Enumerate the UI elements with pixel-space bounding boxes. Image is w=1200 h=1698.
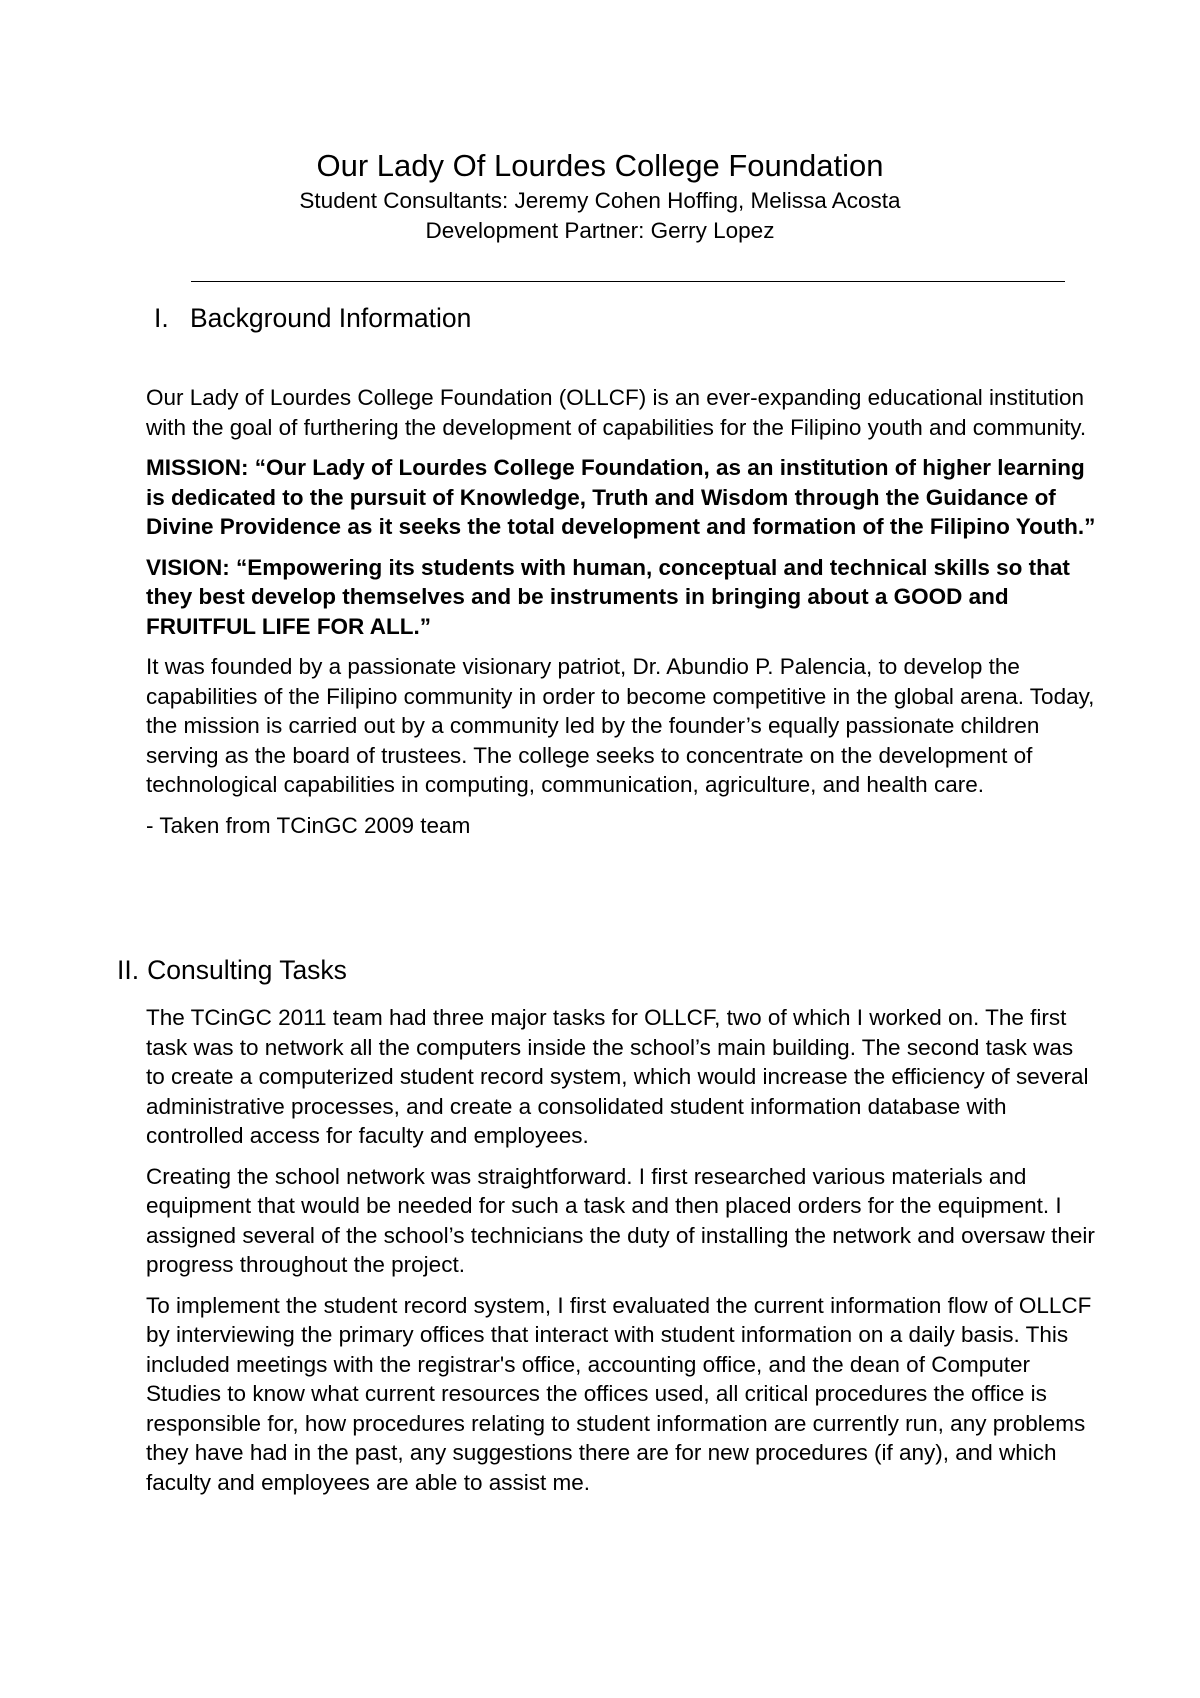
section-number: I.: [154, 303, 169, 333]
mission-statement: MISSION: “Our Lady of Lourdes College Foundation, as an institution of higher learning is dedicated to the pursuit of Knowledge, Truth and Wisdom through the Guidance of Divine Providence as it seeks the total development and formation of the Filipino Youth.”: [146, 455, 1096, 539]
vision-statement: VISION: “Empowering its students with human, conceptual and technical skills so that they best develop themselves and be instruments in bringing about a GOOD and FRUITFUL LIFE FOR ALL.”: [146, 554, 1070, 639]
section-heading-background: [154, 301, 471, 335]
document-header: [0, 146, 1200, 246]
header-divider: [191, 281, 1065, 282]
section-title: Background Information: [190, 303, 472, 333]
network-paragraph: Creating the school network was straightforward. I first researched various materials and equipment that would be needed for such a task and then placed orders for the equipment. I assigned several of the school’s technicians the duty of installing the network and oversaw their progress throughout the project.: [146, 1163, 1095, 1277]
section-body-background: [146, 383, 1096, 840]
history-paragraph: It was founded by a passionate visionary patriot, Dr. Abundio P. Palencia, to develop the capabilities of the Filipino community in order to become competitive in the global arena. Today, the mission is carried out by a community led by the founder’s equally passionate children serving as the board of trustees. The college seeks to concentrate on the development of technological capabilities in computing, communication, agriculture, and health care.: [146, 654, 1095, 797]
tasks-overview-paragraph: The TCinGC 2011 team had three major tasks for OLLCF, two of which I worked on. The first task was to network all the computers inside the school’s main building. The second task was to create a computerized student record system, which would increase the efficiency of several administrative processes, and create a consolidated student information database with controlled access for faculty and employees.: [146, 1005, 1089, 1148]
development-partner: Development Partner: Gerry Lopez: [425, 218, 775, 243]
section-body-consulting: [146, 1003, 1096, 1497]
source-attribution: - Taken from TCinGC 2009 team: [146, 812, 471, 838]
section-title: Consulting Tasks: [147, 955, 347, 985]
record-system-paragraph: To implement the student record system, I first evaluated the current information flow of OLLCF by interviewing the primary offices that interact with student information on a daily basis. This included meetings with the registrar's office, accounting office, and the dean of Computer Studies to know what current resources the offices used, all critical procedures the office is responsible for, how procedures relating to student information are currently run, any problems they have had in the past, any suggestions there are for new procedures (if any), and which faculty and employees are able to assist me.: [146, 1292, 1092, 1495]
section-number: II.: [117, 955, 140, 985]
document-title: Our Lady Of Lourdes College Foundation: [316, 148, 884, 183]
intro-paragraph: Our Lady of Lourdes College Foundation (OLLCF) is an ever-expanding educational institution with the goal of furthering the development of capabilities for the Filipino youth and community.: [146, 385, 1087, 440]
section-heading-consulting: [117, 953, 347, 987]
student-consultants: Student Consultants: Jeremy Cohen Hoffing, Melissa Acosta: [299, 188, 901, 213]
